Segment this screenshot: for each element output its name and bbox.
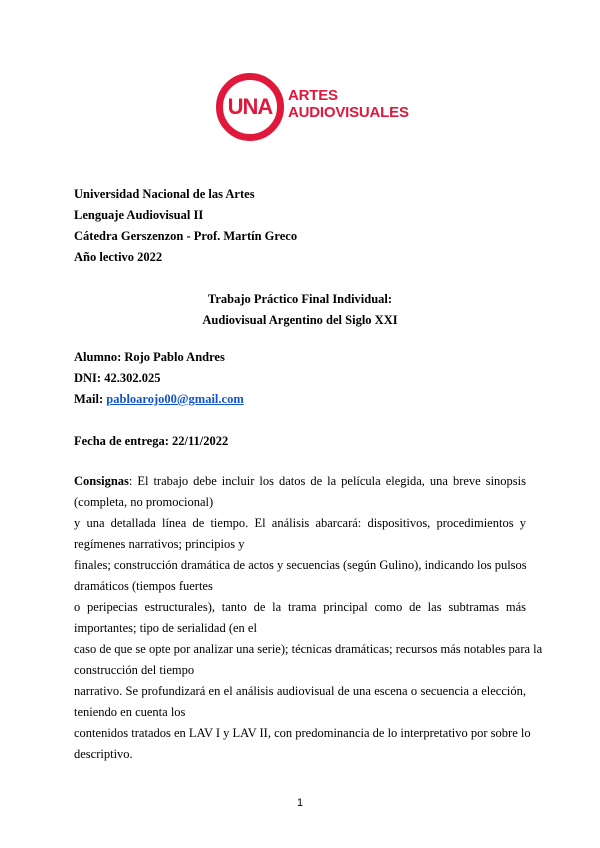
consignas-line: finales; construcción dramática de actos y secuencias (según Gulino), indicando los pulsos bbox=[74, 558, 527, 572]
consignas-line: teniendo en cuenta los bbox=[74, 705, 186, 719]
header-block bbox=[74, 184, 297, 268]
mail-label: Mail: bbox=[74, 392, 107, 406]
una-logo-mark bbox=[216, 73, 284, 141]
consignas-line: regímenes narrativos; principios y bbox=[74, 537, 245, 551]
university-name: Universidad Nacional de las Artes bbox=[74, 187, 255, 201]
title-line-2: Audiovisual Argentino del Siglo XXI bbox=[202, 313, 398, 327]
consignas-label: Consignas bbox=[74, 474, 129, 488]
consignas-paragraph bbox=[74, 471, 543, 765]
consignas-line: y una detallada línea de tiempo. El análisis abarcará: dispositivos, procedimientos y bbox=[74, 516, 526, 530]
consignas-line: caso de que se opte por analizar una serie); técnicas dramáticas; recursos más notables para la bbox=[74, 642, 543, 656]
student-mail-row bbox=[74, 389, 244, 410]
title-line-1: Trabajo Práctico Final Individual: bbox=[207, 292, 393, 306]
consignas-line: o peripecias estructurales), tanto de la trama principal como de las subtramas más bbox=[74, 600, 526, 614]
student-block bbox=[74, 347, 244, 410]
page-number: 1 bbox=[296, 797, 304, 809]
consignas-line: dramáticos (tiempos fuertes bbox=[74, 579, 213, 593]
una-logo-mark-text: UNA bbox=[227, 94, 273, 119]
consignas-line: construcción del tiempo bbox=[74, 663, 195, 677]
consignas-line: contenidos tratados en LAV I y LAV II, con predominancia de lo interpretativo por sobre lo bbox=[74, 726, 531, 740]
consignas-line: descriptivo. bbox=[74, 747, 133, 761]
course-name: Lenguaje Audiovisual II bbox=[74, 208, 204, 222]
delivery-date: Fecha de entrega: 22/11/2022 bbox=[74, 434, 229, 448]
consignas-line: Consignas: El trabajo debe incluir los datos de la película elegida, una breve sinopsis bbox=[74, 474, 526, 488]
logo-line-1: ARTES bbox=[288, 87, 338, 104]
chair-name: Cátedra Gerszenzon - Prof. Martín Greco bbox=[74, 229, 298, 243]
consignas-line: narrativo. Se profundizará en el análisis audiovisual de una escena o secuencia a elección, bbox=[74, 684, 526, 698]
academic-year: Año lectivo 2022 bbox=[74, 250, 163, 264]
una-logo bbox=[216, 73, 409, 153]
consignas-line: importantes; tipo de serialidad (en el bbox=[74, 621, 257, 635]
consignas-line: (completa, no promocional) bbox=[74, 495, 214, 509]
una-logo-wordmark bbox=[288, 87, 409, 121]
logo-line-2: AUDIOVISUALES bbox=[288, 104, 409, 121]
student-dni: DNI: 42.302.025 bbox=[74, 371, 161, 385]
student-name: Alumno: Rojo Pablo Andres bbox=[74, 350, 225, 364]
mail-link[interactable]: pabloarojo00@gmail.com bbox=[106, 392, 244, 406]
